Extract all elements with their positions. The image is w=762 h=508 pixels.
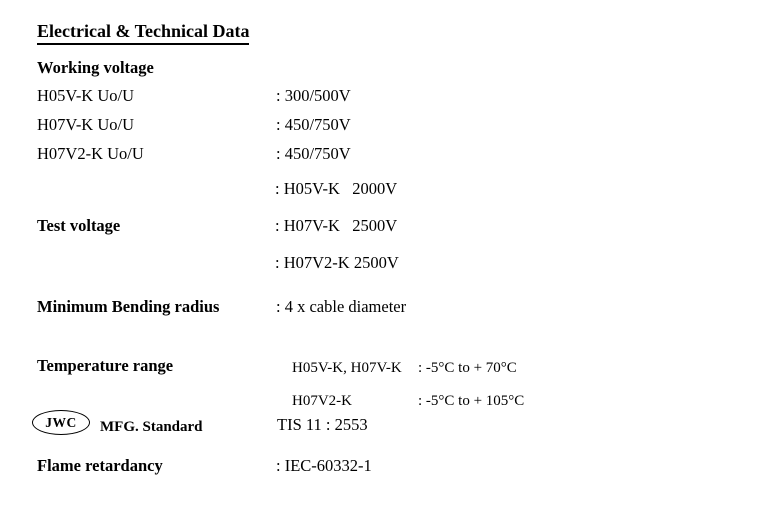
- test-voltage-label: Test voltage: [37, 216, 121, 235]
- temp-range-value: : -5°C to + 70°C: [418, 360, 517, 377]
- bending-radius-value: : 4 x cable diameter: [276, 297, 407, 316]
- mfg-standard-value: TIS 11 : 2553: [277, 415, 368, 434]
- mfg-standard-label: MFG. Standard: [100, 419, 203, 435]
- flame-retardancy-value: : IEC-60332-1: [276, 456, 372, 475]
- cable-type-label: H07V2-K Uo/U: [37, 144, 144, 163]
- jwc-logo-text: JWC: [45, 414, 77, 430]
- test-voltage-value: : H05V-K 2000V: [275, 179, 398, 198]
- working-voltage-value: : 450/750V: [276, 144, 351, 163]
- test-voltage-value: : H07V-K 2500V: [275, 216, 398, 235]
- bending-radius-label: Minimum Bending radius: [37, 297, 220, 316]
- working-voltage-heading: Working voltage: [37, 58, 154, 77]
- temp-cable-name: H05V-K, H07V-K: [292, 360, 402, 377]
- temperature-range-label: Temperature range: [37, 356, 174, 375]
- jwc-logo: [32, 410, 90, 435]
- temp-cable-name: H07V2-K: [292, 393, 352, 410]
- temp-range-value: : -5°C to + 105°C: [418, 393, 525, 410]
- test-voltage-value: : H07V2-K 2500V: [275, 253, 399, 272]
- working-voltage-value: : 300/500V: [276, 86, 351, 105]
- page-title: Electrical & Technical Data: [37, 21, 249, 45]
- cable-type-label: H05V-K Uo/U: [37, 86, 135, 105]
- cable-type-label: H07V-K Uo/U: [37, 115, 135, 134]
- working-voltage-value: : 450/750V: [276, 115, 351, 134]
- flame-retardancy-label: Flame retardancy: [37, 456, 163, 475]
